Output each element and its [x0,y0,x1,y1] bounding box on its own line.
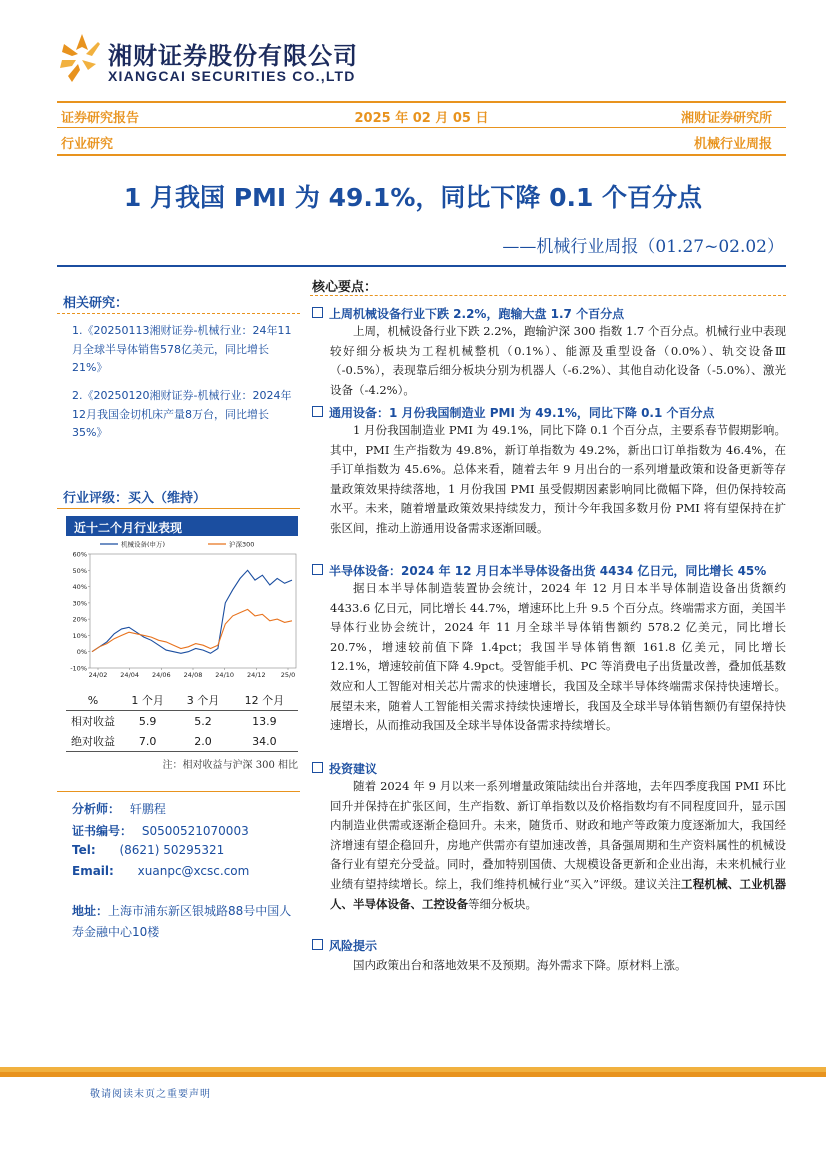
section-heading [312,305,624,322]
table-row [66,731,298,752]
series-line [92,570,292,653]
y-tick-label: 40% [72,583,87,592]
returns-table [66,690,298,752]
returns-header-cell: 1 个月 [120,690,175,711]
table-cell: 34.0 [231,731,298,752]
footer-disclaimer[interactable]: 敬请阅读末页之重要声明 [90,1089,211,1100]
series-line [92,609,292,651]
core-points-title: 核心要点： [312,280,378,295]
core-points-rule [310,295,786,296]
report-series: 机械行业周报 [693,137,772,152]
returns-header-cell: 3 个月 [175,690,230,711]
header-row-1 [57,103,786,129]
header-rule-mid [57,127,786,128]
section-body: 上周，机械设备行业下跌 2.2%，跑输沪深 300 指数 1.7 个百分点。机械行业中表现较好细分板块为工程机械整机（0.1%）、能源及重型设备（0.0%）、轨交设备Ⅲ（-0.5%），表现靠后细分板块分别为机器人（-6.2%）、其他自动化设备（-5.0%）、激光设备（-4.2%）。 [330,324,786,397]
table-cell: 2.0 [175,731,230,752]
tel-row [72,843,224,857]
table-row-label: 相对收益 [71,715,115,728]
returns-header-cell: % [66,690,120,711]
rating-rule [57,508,300,509]
section-heading-text: 上周机械设备行业下跌 2.2%，跑输大盘 1.7 个百分点 [329,307,625,321]
checkbox-bullet-icon [312,406,323,417]
email-label: Email: [72,864,114,878]
tel-label: Tel: [72,843,96,857]
company-logo-icon [58,30,106,86]
section-body [330,777,786,914]
perf-title: 近十二个月行业表现 [74,521,183,535]
y-tick-label: 50% [72,566,87,575]
table-cell: 13.9 [252,714,277,728]
email-row [72,864,249,878]
y-tick-label: 0% [76,648,87,657]
title-rule [57,265,786,267]
page-subtitle: ——机械行业周报（01.27~02.02） [502,237,784,257]
report-type: 证券研究报告 [61,111,140,126]
report-category: 行业研究 [61,137,114,152]
analyst-row [72,800,166,817]
checkbox-bullet-icon [312,307,323,318]
x-tick-label: 24/02 [88,671,108,679]
table-row [66,711,298,732]
y-tick-label: 30% [72,599,87,608]
section-heading-text: 半导体设备：2024 年 12 月日本半导体设备出货 4434 亿日元，同比增长 45% [329,564,767,578]
table-cell: 5.2 [194,714,212,728]
analyst-rule [57,791,300,792]
returns-note: 注：相对收益与沪深 300 相比 [162,760,298,771]
related-rule [57,313,300,314]
table-cell: 7.0 [120,731,175,752]
section-body-emphasis: 工程机械、工业机器人、半导体设备、工控设备 [330,876,786,911]
section-heading-text: 投资建议 [329,762,378,776]
section-heading-text: 风险提示 [329,939,378,953]
chart-frame [90,554,296,668]
x-tick-label: 24/06 [151,671,171,679]
legend-label: 沪深300 [229,540,255,549]
returns-header-cell: 12 个月 [231,690,298,711]
section-heading [312,760,377,777]
checkbox-bullet-icon [312,762,323,773]
x-tick-label: 24/04 [120,671,140,679]
performance-chart [60,536,300,688]
checkbox-bullet-icon [312,939,323,950]
section-body-text: 等细分板块。 [468,896,537,911]
table-row-label: 绝对收益 [66,731,120,752]
checkbox-bullet-icon [312,564,323,575]
section-body-text: 随着 2024 年 9 月以来一系列增量政策陆续出台并落地，去年四季度我国 PMI 环比回升并保持在扩张区间，生产指数、新订单指数以及价格指数均有不同程度回升，显示国内制造业供需或逐渐企稳回升。未来，随货币、财政和地产等政策力度逐渐加大，我国经济增速有望企稳回升，房地产供需亦有望加速改善，具备强周期和生产资料属性的机械设备行业有望充分受益。同时，叠加特别国债、大规模设备更新和企业出海，未来机械行业业绩有望持续增长。综上，我们维持机械行业“买入”评级。建议关注 [330,779,786,891]
address-label: 地址： [72,904,109,918]
footer-bar-accent [0,1072,826,1077]
legend-label: 机械设备(申万) [121,540,166,549]
x-tick-label: 24/10 [215,671,235,679]
header-rule-bottom [57,154,786,156]
section-body: 国内政策出台和落地效果不及预期。海外需求下降。原材料上涨。 [353,958,687,972]
page-title: 1 月我国 PMI 为 49.1%，同比下降 0.1 个百分点 [123,183,703,212]
y-tick-label: 10% [72,631,87,640]
related-heading: 相关研究： [63,296,129,311]
company-name-en: XIANGCAI SECURITIES CO.,LTD [108,68,356,84]
x-tick-label: 25/0 [280,671,296,679]
related-item[interactable]: 2.《20250120湘财证券-机械行业：2024年12月我国金切机床产量8万台，同比增长35%》 [72,389,292,439]
section-heading [312,562,766,579]
address-block [72,901,300,943]
header-row-2 [57,129,786,155]
table-cell: 5.9 [138,714,157,728]
industry-rating: 行业评级：买入（维持） [63,491,207,506]
section-body: 1 月份我国制造业 PMI 为 49.1%，同比下降 0.1 个百分点，主要系春节假期影响。其中，PMI 生产指数为 49.8%，新订单指数为 49.2%，新出口订单指数为 46.4%，在手订单指数为 45.6%。总体来看，随着去年 9 月出台的一系列增量政策和设备更新等存量政策效果持续落地，1 月份我国 PMI 虽受假期因素影响同比微幅下降，但仍保持较高水平。未来，随着增量政策效果持续发力，预计今年我国多数月份 PMI 将有望保持在扩张区间，推动上游通用设备需求逐渐回暖。 [330,423,786,535]
cert-number: S0500521070003 [141,824,249,838]
section-heading [312,937,377,954]
address-text: 上海市浦东新区银城路88号中国人寿金融中心10楼 [72,904,292,939]
tel-number: (8621) 50295321 [119,843,225,857]
related-item[interactable]: 1.《20250113湘财证券-机械行业：24年11月全球半导体销售578亿美元，同比增长21%》 [72,324,292,374]
report-date: 2025 年 02 月 05 日 [354,111,489,126]
section-body: 据日本半导体制造装置协会统计，2024 年 12 月日本半导体制造设备出货额约 4433.6 亿日元，同比增长 44.7%，增速环比上升 9.5 个百分点。终端需求方面，美国半导体行业协会统计，2024 年 11 月全球半导体销售额约 578.2 亿美元，同比增长 20.7%，增速较前值下降 1.4pct；我国半导体销售额 161.8 亿美元，同比增长 12.1%，增速较前值下降 4.9pct。受智能手机、PC 等消费电子出货量改善，叠加低基数效应和人工智能对相关芯片需求的快速增长，我国及全球半导体终端需求保持快速增长。展望未来，随着人工智能相关需求持续快速增长，我国及全球半导体销售额仍有望保持快速增长，从而推动我国及全球半导体设备需求持续增长。 [330,581,786,733]
x-tick-label: 24/12 [246,671,266,679]
section-heading [312,404,715,421]
returns-header-row [66,690,298,711]
institute-name: 湘财证券研究所 [680,111,772,126]
x-tick-label: 24/08 [183,671,203,679]
y-tick-label: -10% [70,664,87,673]
company-name-cn: 湘财证券股份有限公司 [108,42,358,70]
analyst-name: 轩鹏程 [129,802,166,816]
cert-label: 证书编号： [72,824,133,838]
y-tick-label: 20% [72,615,87,624]
analyst-label: 分析师： [72,802,121,816]
section-heading-text: 通用设备：1 月份我国制造业 PMI 为 49.1%，同比下降 0.1 个百分点 [329,406,715,420]
email-link[interactable]: xuanpc@xcsc.com [137,864,250,878]
cert-row [72,822,249,839]
y-tick-label: 60% [72,550,87,559]
